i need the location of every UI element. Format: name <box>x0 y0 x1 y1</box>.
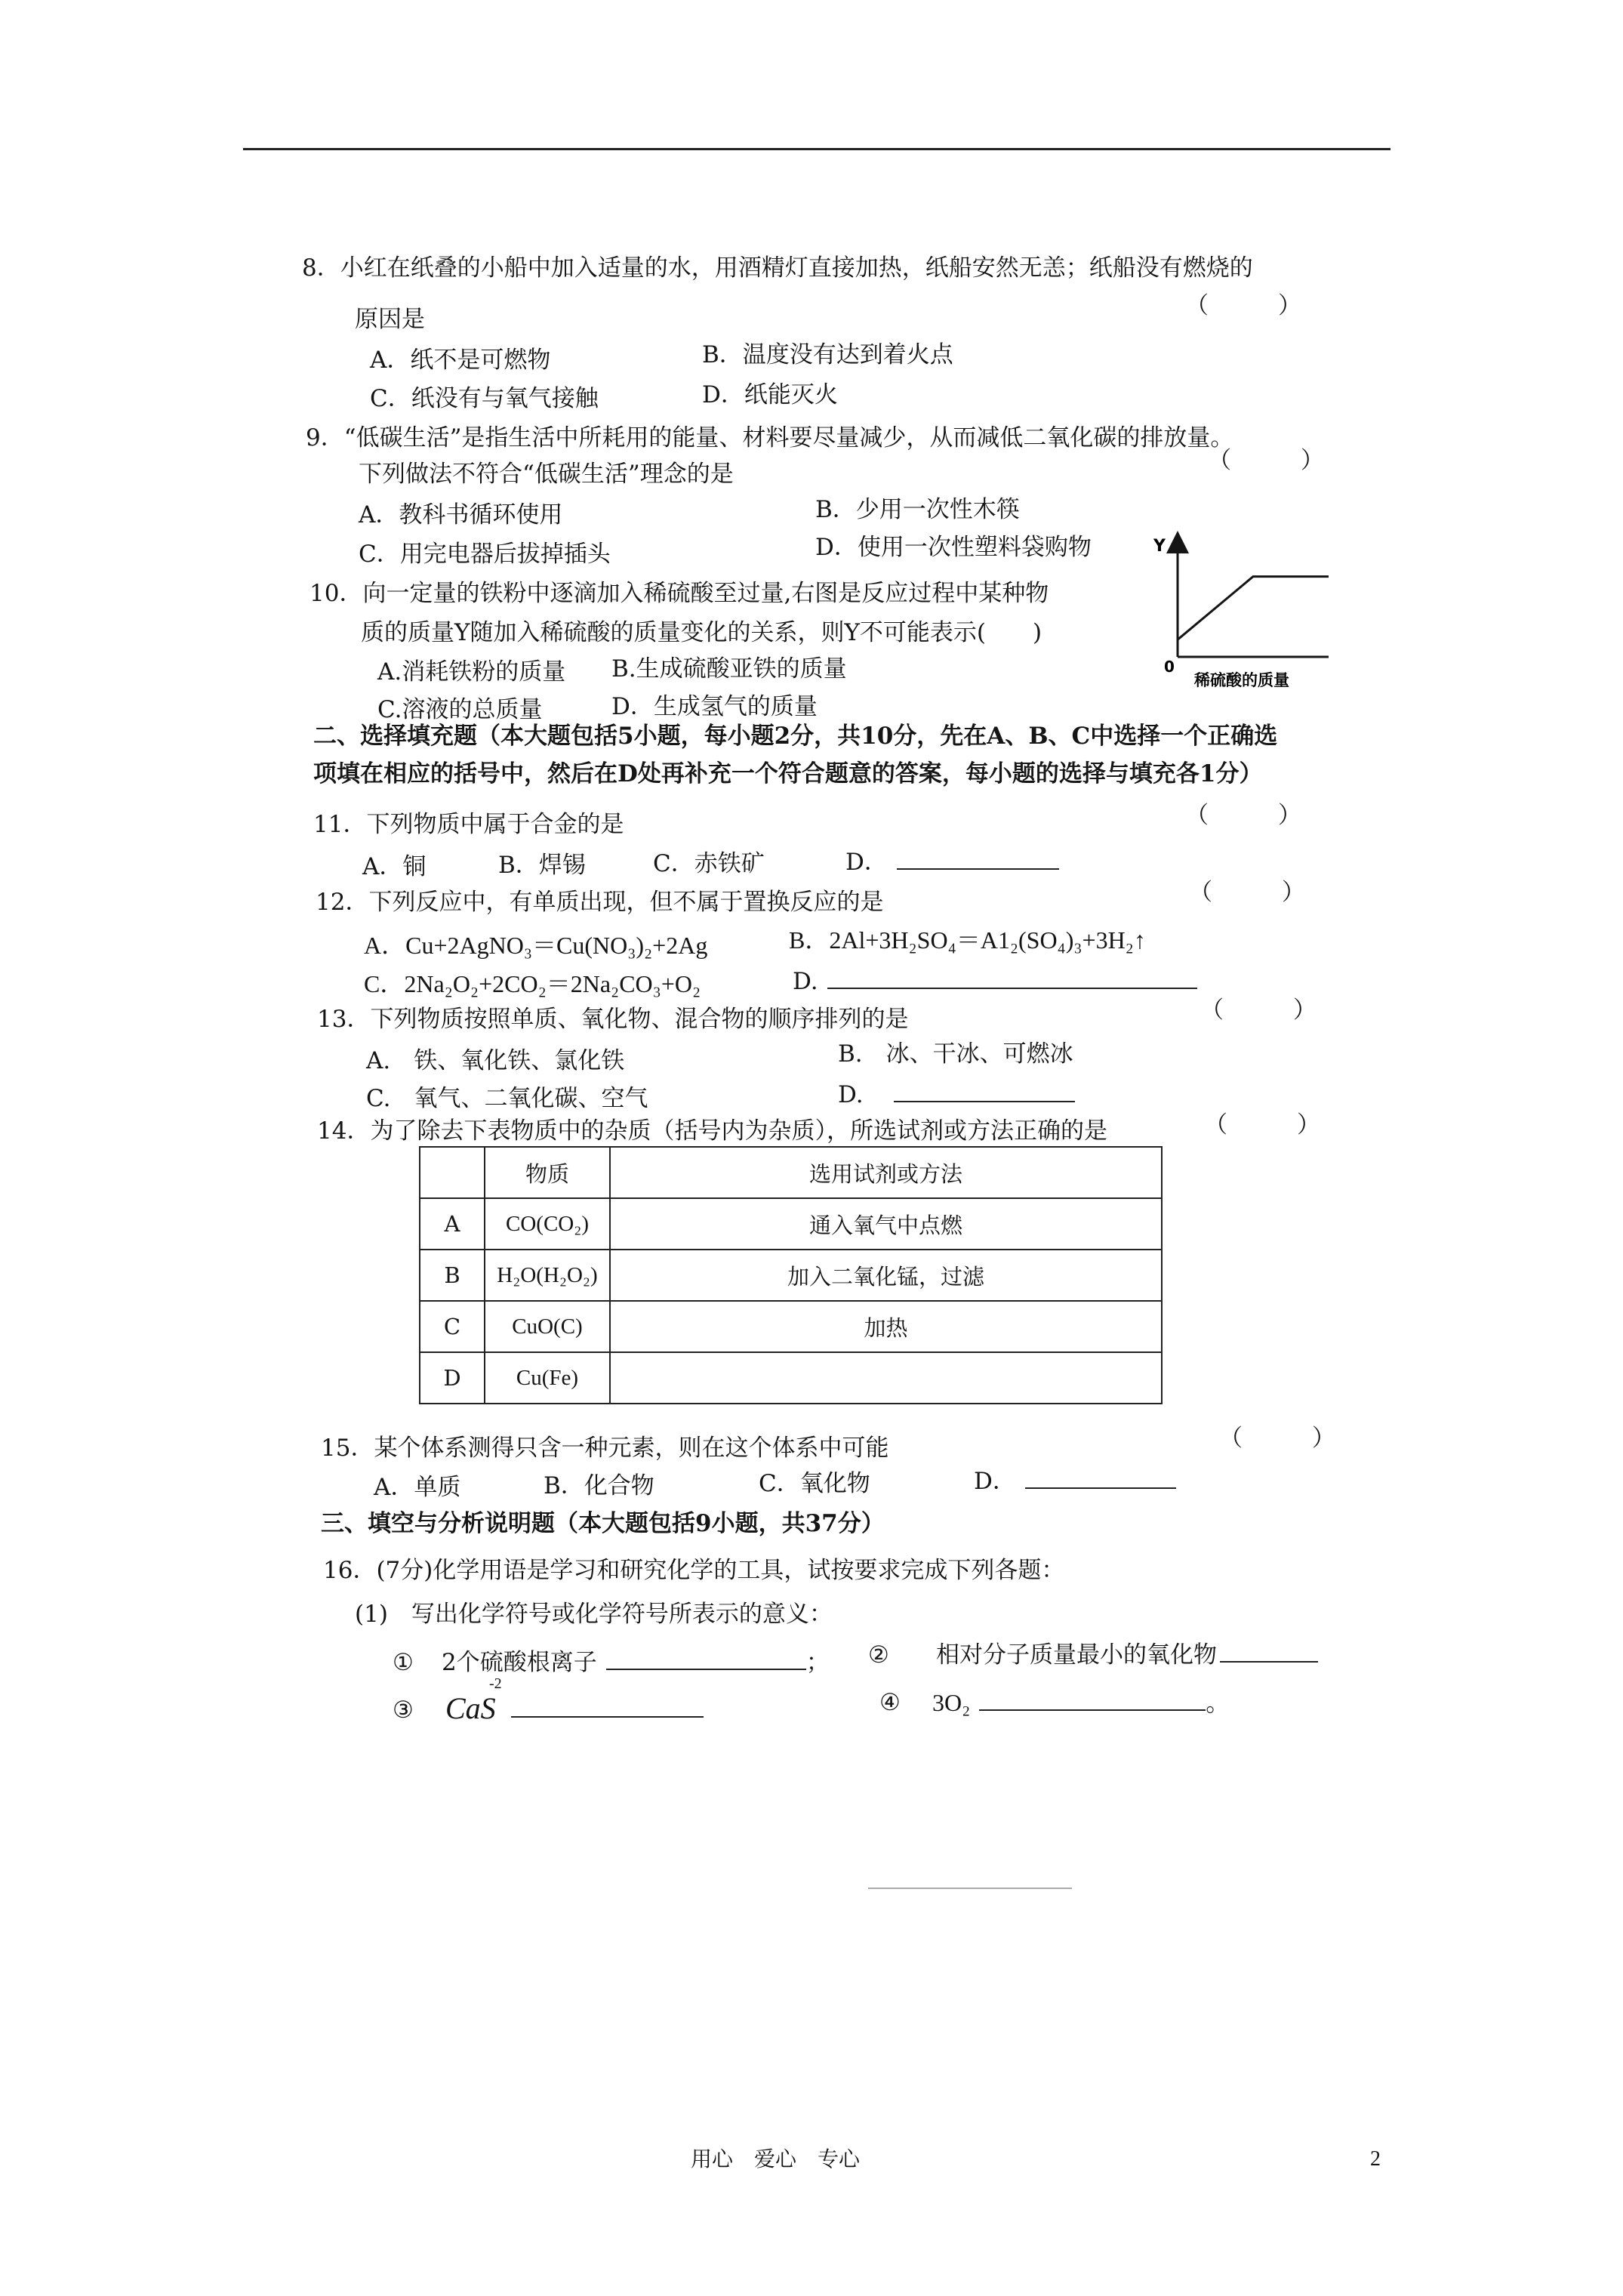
q15-option-b: B．化合物 <box>544 1472 654 1499</box>
q12-option-d: D. <box>793 966 1197 997</box>
q8-answer-paren: （ ） <box>1185 292 1309 319</box>
q16-item3-number: ③ <box>393 1697 414 1724</box>
q12-stem: 12．下列反应中，有单质出现，但不属于置换反应的是 <box>316 889 884 916</box>
q10-option-a: A.消耗铁粉的质量 <box>377 658 566 686</box>
q16-stem: 16．(7分)化学用语是学习和研究化学的工具，试按要求完成下列各题： <box>323 1557 1065 1584</box>
q11-option-b: B．焊锡 <box>498 852 586 879</box>
q11-option-c: C．赤铁矿 <box>653 850 765 877</box>
q10-option-c: C.溶液的总质量 <box>377 696 543 723</box>
q10-option-d: D．生成氢气的质量 <box>611 693 818 720</box>
q11-answer-paren: （ ） <box>1185 802 1309 829</box>
table-row <box>420 1301 1162 1352</box>
q16-item4-number: ④ <box>879 1689 901 1716</box>
table-header-cell <box>420 1147 485 1198</box>
q10-option-b: B.生成硫酸亚铁的质量 <box>611 655 847 683</box>
q9-stem-2: 下列做法不符合“低碳生活”理念的是 <box>359 461 734 488</box>
q16-sub1: (1) 写出化学符号或化学符号所表示的意义： <box>355 1601 833 1628</box>
q15-stem: 15．某个体系测得只含一种元素，则在这个体系中可能 <box>321 1435 889 1462</box>
table-cell: Cu(Fe) <box>485 1352 610 1404</box>
q13-answer-paren: （ ） <box>1200 997 1324 1024</box>
chart-x-label: 稀硫酸的质量 <box>1194 671 1289 689</box>
section3-heading: 三、填空与分析说明题（本大题包括9小题，共37分） <box>321 1510 885 1537</box>
q13-option-d: D. <box>838 1080 1075 1110</box>
table-cell: 加入二氧化锰，过滤 <box>610 1250 1162 1301</box>
table-cell: C <box>420 1301 485 1352</box>
q12-option-c: C．2Na₂O₂+2CO₂＝2Na₂CO₃+O₂ <box>364 970 701 997</box>
chart-y-label: Y <box>1153 537 1166 556</box>
q16-item1-number: ① <box>393 1649 414 1676</box>
table-header-row <box>420 1147 1162 1198</box>
q13-stem: 13．下列物质按照单质、氧化物、混合物的顺序排列的是 <box>317 1006 909 1033</box>
table-cell: H₂O(H₂O₂) <box>485 1250 610 1301</box>
page-number: 2 <box>1370 2147 1381 2171</box>
q8-stem: 8．小红在纸叠的小船中加入适量的水，用酒精灯直接加热，纸船安然无恙；纸船没有燃烧的 <box>302 254 1253 282</box>
q14-answer-paren: （ ） <box>1204 1111 1328 1139</box>
q12-option-a: A．Cu+2AgNO₃＝Cu(NO₃)₂+2Ag <box>364 932 708 959</box>
q16-item2: 相对分子质量最小的氧化物 <box>936 1640 1318 1670</box>
table-cell: 通入氧气中点燃 <box>610 1198 1162 1250</box>
q15-option-a: A．单质 <box>374 1474 461 1501</box>
impurity-table <box>419 1146 1163 1404</box>
q15-answer-paren: （ ） <box>1219 1425 1343 1452</box>
chart-series-line <box>1178 577 1329 640</box>
q9-stem: 9．“低碳生活”是指生活中所耗用的能量、材料要尽量减少，从而减低二氧化碳的排放量。 <box>306 424 1234 451</box>
header-rule <box>243 148 1390 150</box>
q9-answer-paren: （ ） <box>1208 447 1332 474</box>
table-row <box>420 1198 1162 1250</box>
q12-option-b: B．2Al+3H₂SO₄＝A1₂(SO₄)₃+3H₂↑ <box>789 926 1146 954</box>
q16-item2-number: ② <box>868 1641 889 1669</box>
q11-option-a: A．铜 <box>362 853 427 880</box>
table-cell: D <box>420 1352 485 1404</box>
table-header-cell: 物质 <box>485 1147 610 1198</box>
scan-artifact <box>868 1888 1072 1889</box>
q8-option-d: D．纸能灭火 <box>702 381 838 408</box>
q8-stem-2: 原因是 <box>355 306 425 333</box>
q11-stem: 11．下列物质中属于合金的是 <box>313 811 624 838</box>
q9-option-b: B．少用一次性木筷 <box>815 496 1020 523</box>
table-header-cell: 选用试剂或方法 <box>610 1147 1162 1198</box>
q8-option-b: B．温度没有达到着火点 <box>702 341 953 368</box>
section2-heading: 二、选择填充题（本大题包括5小题，每小题2分，共10分，先在A、B、C中选择一个正确选 <box>313 723 1278 750</box>
table-cell: A <box>420 1198 485 1250</box>
q16-item3-formula: CaS <box>445 1691 496 1725</box>
footer-motto: 用心 爱心 专心 <box>691 2147 861 2171</box>
q16-item3-answer-blank <box>502 1695 704 1725</box>
q15-option-c: C．氧化物 <box>759 1470 870 1497</box>
mass-chart <box>1147 529 1344 695</box>
q9-option-c: C．用完电器后拔掉插头 <box>359 541 611 568</box>
q9-option-a: A．教科书循环使用 <box>359 501 563 529</box>
table-cell: CO(CO₂) <box>485 1198 610 1250</box>
table-cell: 加热 <box>610 1301 1162 1352</box>
table-cell: CuO(C) <box>485 1301 610 1352</box>
q13-option-a: A. 铁、氧化铁、氯化铁 <box>366 1047 625 1074</box>
q9-option-d: D．使用一次性塑料袋购物 <box>815 534 1092 561</box>
table-cell <box>610 1352 1162 1404</box>
q10-stem: 10．向一定量的铁粉中逐滴加入稀硫酸至过量,右图是反应过程中某种物 <box>310 580 1049 607</box>
q10-stem-2: 质的质量Y随加入稀硫酸的质量变化的关系，则Y不可能表示( ) <box>361 619 1042 646</box>
chart-origin-label: 0 <box>1164 658 1175 676</box>
table-row <box>420 1250 1162 1301</box>
q11-option-d: D． <box>845 847 1059 877</box>
q16-item1: 2个硫酸根离子 ； <box>442 1649 830 1676</box>
table-cell: B <box>420 1250 485 1301</box>
q14-stem: 14．为了除去下表物质中的杂质（括号内为杂质），所选试剂或方法正确的是 <box>317 1117 1107 1145</box>
section2-heading-2: 项填在相应的括号中，然后在D处再补充一个符合题意的答案，每小题的选择与填充各1分） <box>313 760 1263 787</box>
table-row <box>420 1352 1162 1404</box>
q8-option-a: A．纸不是可燃物 <box>370 347 551 374</box>
q12-answer-paren: （ ） <box>1189 879 1313 906</box>
q13-option-c: C. 氧气、二氧化碳、空气 <box>366 1085 648 1112</box>
q16-item3-charge: -2 <box>489 1675 502 1692</box>
q15-option-d: D． <box>974 1466 1176 1496</box>
q16-item4: 3O₂ 。 <box>932 1689 1230 1716</box>
q8-option-c: C．纸没有与氧气接触 <box>370 385 599 412</box>
q13-option-b: B. 冰、干冰、可燃冰 <box>838 1040 1073 1068</box>
